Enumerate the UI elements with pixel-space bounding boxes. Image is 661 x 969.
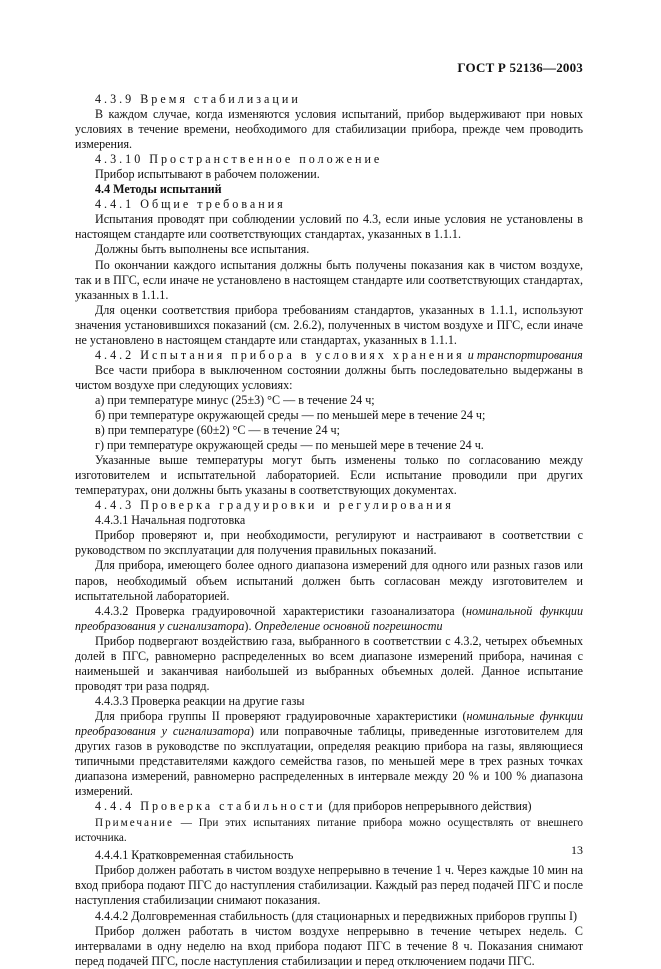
section-4-4-1-paragraph: Для оценки соответствия прибора требованиям стандартов, указанных в 1.1.1, используют значения установившихся показаний (см. 2.6.2), полученных в чистом воздухе и ПГС, если иначе не установлено в настоящем стандарте или стандартах, указанных в 1.1.1.: [75, 302, 583, 347]
section-4-4-1-title: 4.4.1 Общие требования: [95, 197, 286, 212]
section-4-4-3-3-paragraph: [75, 709, 583, 799]
section-4-4-4-title-rest: (для приборов непрерывного действия): [325, 799, 532, 814]
section-4-4-2-title-spaced: 4.4.2 Испытания прибора в условиях хранения: [95, 347, 465, 362]
section-4-4-3-1-paragraph: Прибор проверяют и, при необходимости, регулируют и настраивают в соответствии с руководством по эксплуатации для получения правильных показаний.: [75, 528, 583, 558]
section-4-4-3-2-paragraph: Прибор подвергают воздействию газа, выбранного в соответствии с 4.3.2, четырех объемных долей в ПГС, равномерно распределенных во всем диапазоне измерений прибора, начиная с наименьшей и заканчивая наибольшей из выбранных объемных долей. Данное испытание проводят три раза подряд.: [75, 633, 583, 693]
note-label-text: Примечание: [95, 817, 174, 830]
section-4-4-1-paragraph: Испытания проводят при соблюдении условий по 4.3, если иные условия не установлены в настоящем стандарте или соответствующих стандартах, указанных в 1.1.1.: [75, 212, 583, 242]
section-4-4-2-paragraph: Указанные выше температуры могут быть изменены только по согласованию между изготовителем и испытательной лабораторией. Если испытание проводили при других температурах, они должны быть указаны в соответствующих документах.: [75, 453, 583, 498]
section-4-3-9-title: 4.3.9 Время стабилизации: [95, 92, 301, 106]
section-4-4-3-3-text: ) или поправочные таблицы, приведенные изготовителем для других газов в руководстве по эксплуатации, определяя реакцию прибора на газы, являющиеся типичными представителями каждого семейства газов, по меньшей мере в трех разных точках диапазона измерений, равномерно распределенных в интервале между 20 % и 100 % диапазона измерений.: [75, 723, 583, 799]
page-body: [75, 92, 583, 969]
note-text: — При этих испытаниях питание прибора можно осуществлять от внешнего источника.: [75, 817, 583, 845]
section-4-4-3-1-paragraph: Для прибора, имеющего более одного диапазона измерений для одного или разных газов или паров, необходимый объем испытаний должен быть согласован между изготовителем и испытательной лабораторией.: [75, 558, 583, 603]
section-4-4-3-title: 4.4.3 Проверка градуировки и регулирования: [95, 498, 454, 513]
list-item: а) при температуре минус (25±3) °С — в течение 24 ч;: [95, 392, 375, 407]
section-4-4-4-title-spaced: 4.4.4 Проверка стабильности: [95, 799, 326, 814]
section-4-4-3-1-title: 4.4.3.1 Начальная подготовка: [95, 513, 246, 528]
list-item: г) при температуре окружающей среды — по меньшей мере в течение 24 ч.: [95, 438, 484, 453]
section-4-4-4-2-title: 4.4.4.2 Долговременная стабильность (для стационарных и передвижных приборов группы I): [95, 908, 578, 923]
standard-code-header: ГОСТ Р 52136—2003: [457, 60, 583, 75]
section-4-4-4-1-title: 4.4.4.1 Кратковременная стабильность: [95, 848, 294, 863]
section-4-3-10-text: Прибор испытывают в рабочем положении.: [95, 167, 320, 182]
section-4-4-3-2-title: [75, 604, 583, 634]
section-4-4-4-title: [75, 799, 583, 814]
section-4-4-1-paragraph: По окончании каждого испытания должны быть получены показания как в чистом воздухе, так и в ПГС, если иначе не установлено в настоящем стандарте или соответствующих стандартах, указанных в 1.1.1.: [75, 257, 583, 302]
section-4-3-10-title: 4.3.10 Пространственное положение: [95, 152, 383, 167]
section-4-4-3-2-title-italic: номинальной функции преобразования у сигнализатора: [75, 603, 584, 633]
section-4-4-4-2-paragraph: Прибор должен работать в чистом воздухе непрерывно в течение четырех недель. С интервалами в одну неделю на вход прибора подают ПГС в течение 8 ч. Показания снимают перед подачей ПГС, после наступления стабилизации и перед отключением подачи ПГС.: [75, 923, 583, 968]
section-4-4-3-2-title-close: ).: [244, 618, 255, 633]
section-4-3-9-text: В каждом случае, когда изменяются условия испытаний, прибор выдерживают при новых условиях в течение времени, необходимого для стабилизации прибора, прежде чем проводить измерения.: [75, 107, 583, 152]
section-4-4-1-paragraph: Должны быть выполнены все испытания.: [95, 242, 310, 257]
note: [75, 816, 583, 846]
section-4-4-2-title: [75, 348, 583, 363]
section-4-4-3-2-title-italic: Определение основной погрешности: [254, 618, 443, 633]
section-4-4-3-2-title-text: 4.4.3.2 Проверка градуировочной характеристики газоанализатора (: [95, 603, 467, 618]
section-4-4-3-3-title: 4.4.3.3 Проверка реакции на другие газы: [95, 693, 305, 708]
page-number: 13: [571, 843, 583, 857]
section-4-4-2-paragraph: Все части прибора в выключенном состоянии должны быть последовательно выдержаны в чистом воздухе при следующих условиях:: [75, 362, 583, 392]
list-item: б) при температуре окружающей среды — по меньшей мере в течение 24 ч;: [95, 407, 486, 422]
section-4-4-3-3-text: Для прибора группы II проверяют градуировочные характеристики (: [95, 708, 467, 723]
section-4-4-3-3-italic: номинальные функции преобразования у сигнализатора: [75, 708, 584, 738]
section-4-4-2-title-italic: и транспортирования: [467, 347, 583, 362]
section-4-4-title: 4.4 Методы испытаний: [95, 182, 222, 197]
section-4-4-4-1-paragraph: Прибор должен работать в чистом воздухе непрерывно в течение 1 ч. Через каждые 10 мин на вход прибора подают ПГС до наступления стабилизации. Каждый раз перед подачей ПГС и после наступления стабилизации снимают показания.: [75, 863, 583, 908]
list-item: в) при температуре (60±2) °С — в течение 24 ч;: [95, 423, 340, 438]
